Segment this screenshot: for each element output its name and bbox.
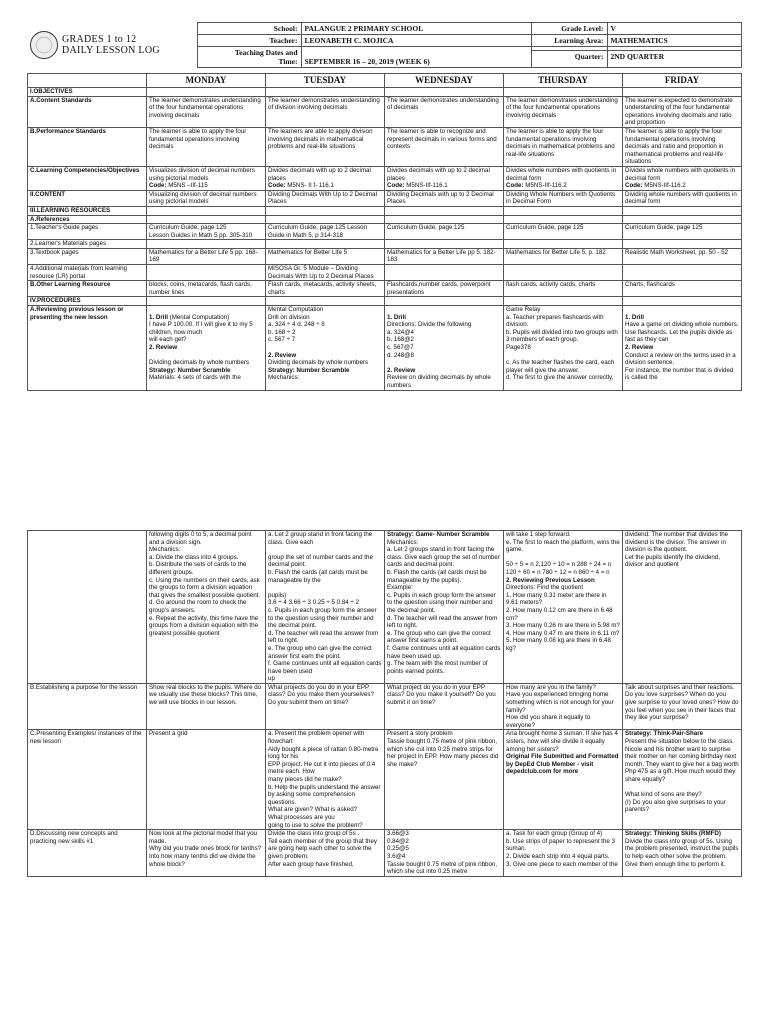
cell-friday xyxy=(623,215,742,224)
row-label: B.Establishing a purpose for the lesson xyxy=(28,683,147,730)
lesson-table-page-1 xyxy=(27,73,742,391)
cell-monday xyxy=(147,265,266,281)
row-label: 1.Teacher's Guide pages xyxy=(28,224,147,240)
cell-wednesday: Strategy: Game- Number Scramble Mechanics: a. Let 2 groups stand in front facing the class. Give each group the set of number cards and decimal point. b. Flash the cards (all cards must be manageable by the pupils). Example: c. Pupils in each group form the answer to the question using their number and the decimal point. d. The teacher will read the answer from left to right. e. The group who can give the correct answer first earns a point. f. Game continues until all equation cards have been used up. g. The team with the most number of points earned points. xyxy=(385,531,504,684)
row-label: B.Other Learning Resource xyxy=(28,281,147,297)
dll-page-2 xyxy=(27,530,742,1024)
row-label: A.References xyxy=(28,215,147,224)
grade-value: V xyxy=(607,23,742,35)
corner-cell xyxy=(28,74,147,88)
cell-friday: Talk about surprises and their reactions. Do you love surprises? When do you give surprise to your loved ones? How do you feel when you see in their faces that they like your surprise? xyxy=(623,683,742,730)
table-row xyxy=(28,96,742,127)
row-label: I.OBJECTIVES xyxy=(28,88,147,97)
cell-friday: dividend. The number that divides the dividend is the divisor. The answer in division is the quotient. Let the pupils identify the dividend, divisor and quotient xyxy=(623,531,742,684)
cell-thursday: Mathematics for Better Life 5, p. 182 xyxy=(504,248,623,264)
cell-tuesday: Mental Computation Drill on division a. 324 ÷ 4 d. 248 ÷ 8 b. 168 ÷ 2 c. 567 ÷ 7 2. Review Dividing decimals by whole numbers Strategy: Number Scramble Mechanics: xyxy=(266,306,385,391)
cell-friday: Divides whole numbers with quotients in decimal form Code: M5NS-IIf-116.2 xyxy=(623,166,742,190)
deped-seal-icon xyxy=(30,31,58,59)
day-header-thursday: THURSDAY xyxy=(504,74,623,88)
row-label: A.Reviewing previous lesson or presenting the new lesson xyxy=(28,306,147,391)
cell-tuesday xyxy=(266,206,385,215)
dates-value: SEPTEMBER 16 – 20, 2019 (WEEK 6) xyxy=(301,47,531,68)
cell-tuesday: Dividing Decimals With Up to 2 Decimal Places xyxy=(266,190,385,206)
cell-monday: Curriculum Guide, page 125 Lesson Guides in Math 5 pp. 305-310 xyxy=(147,224,266,240)
table-row xyxy=(28,265,742,281)
table-row xyxy=(28,306,742,391)
cell-wednesday: 1. Drill Directions: Divide the following a. 324@4 b. 168@2 c. 567@7 d. 248@8 2. Review Review on dividing decimals by whole numbers xyxy=(385,306,504,391)
cell-monday: blocks, coins, metacards, flash cards, number lines xyxy=(147,281,266,297)
row-label: 3.Textbook pages xyxy=(28,248,147,264)
school-label: School: xyxy=(197,23,301,35)
cell-monday: 1. Drill (Mental Computation) I have P 100.00. If I will give it to my 5 children, how much will each get? 2. Review Dividing decimals by whole numbers Strategy: Number Scramble Materials: 4 sets of cards with the xyxy=(147,306,266,391)
day-header-wednesday: WEDNESDAY xyxy=(385,74,504,88)
row-label: D.Discussing new concepts and practicing new skills #1 xyxy=(28,830,147,877)
cell-friday: Realistic Math Worksheet, pp. 50 - 52 xyxy=(623,248,742,264)
cell-wednesday xyxy=(385,240,504,249)
cell-wednesday: Present a story problem Tassie bought 0.75 metre of pink ribbon, which she cut into 0.25 metre strips for her project in EPP. How many pieces did she make? xyxy=(385,730,504,830)
cell-thursday: Divides whole numbers with quotients in decimal form Code: M5NS-IIf-116.2 xyxy=(504,166,623,190)
table-row xyxy=(28,127,742,166)
cell-friday: Dividing whole numbers with quotients in decimal form xyxy=(623,190,742,206)
row-label: II.CONTENT xyxy=(28,190,147,206)
quarter-value: 2ND QUARTER xyxy=(607,51,742,68)
header-brand xyxy=(27,23,197,68)
cell-wednesday: The learner demonstrates understanding of decimals xyxy=(385,96,504,127)
cell-thursday xyxy=(504,88,623,97)
row-label: 4.Additional materials from learning resource (LR) portal xyxy=(28,265,147,281)
cell-friday: The learner is expected to demonstrate understanding of the four fundamental operations involving decimals and ratio and proportion xyxy=(623,96,742,127)
cell-thursday xyxy=(504,265,623,281)
lesson-table-page-2 xyxy=(27,530,742,877)
cell-wednesday: The learner is able to recognize and represent decimals in various forms and contexts xyxy=(385,127,504,166)
cell-thursday: Curriculum Guide, page 125 xyxy=(504,224,623,240)
cell-tuesday: What projects do you do in your EPP class? Do you make them yourselves? Do you submit them on time? xyxy=(266,683,385,730)
cell-monday: Mathematics for a Better Life 5 pp. 168-169 xyxy=(147,248,266,264)
cell-thursday xyxy=(504,297,623,306)
cell-wednesday xyxy=(385,297,504,306)
cell-friday xyxy=(623,297,742,306)
cell-monday xyxy=(147,206,266,215)
cell-wednesday xyxy=(385,88,504,97)
cell-wednesday: 3.66@3 0.84@2 0.25@5 3.6@4 Tassie bought 0.75 metre of pink ribbon, which she cut into 0.25 metre xyxy=(385,830,504,877)
table-row xyxy=(28,531,742,684)
cell-thursday: will take 1 step forward. e. The first to reach the platform, wins the game. 50 ÷ 5 = n 2,120 ÷ 10 = n 288 ÷ 24 = n 120 ÷ 60 = n 780 ÷ 12 = n 860 ÷ 4 = n 2. Reviewing Previous Lesson Directions: Find the quotient 1. How many 0.31 meter are there in 9.61 meters? 2. How many 0.12 cm are there in 6.48 cm? 3. How many 0.26 m are there in 5.98 m? 4. How many 0.47 m are there in 6.11 m? 5. How many 0.08 kg are there in 6.48 kg? xyxy=(504,531,623,684)
grade-label: Grade Level: xyxy=(531,23,607,35)
header-table xyxy=(27,22,742,68)
cell-friday: Curriculum Guide, page 125 xyxy=(623,224,742,240)
cell-tuesday: a. Let 2 group stand in front facing the class. Give each group the set of number cards and the decimal point. b. Flash the cards (all cards must be manageable by the pupils) 3.6 ÷ 4 3.66 ÷ 3 0.25 ÷ 5 0.84 ÷ 2 c. Pupils in each group form the answer to the question using their number and the decimal point. d. The teacher will read the answer from left to right. e. The group who can give the correct answer first earn the point. f. Game continues until all equation cards have been used up xyxy=(266,531,385,684)
cell-tuesday: Divide the class into group of 5s . Tell each member of the group that they are going help each other to solve the given problem. After each group have finished, xyxy=(266,830,385,877)
cell-tuesday: Mathematics for Better Life 5 xyxy=(266,248,385,264)
area-value: MATHEMATICS xyxy=(607,35,742,47)
cell-friday: Strategy: Thinking Skills (RMFD) Divide the class into group of 5s. Using the problem presented, instruct the pupils to help each other solve the problem. Give them enough time to perform it. xyxy=(623,830,742,877)
dll-page-1 xyxy=(27,22,742,482)
cell-wednesday: Dividing Decimals with up to 2 Decimal Places xyxy=(385,190,504,206)
cell-monday: Now look at the pictorial model that you made. Why did you trade ones block for tenths? Into how many tenths did we divide the whole block? xyxy=(147,830,266,877)
cell-monday xyxy=(147,297,266,306)
cell-friday: 1. Drill Have a game on dividing whole numbers. Use flashcards. Let the pupils divide as fast as they can 2. Review Conduct a review on the terms used in a division sentence. For instance, the number that is divided is called the xyxy=(623,306,742,391)
cell-friday: Strategy: Think-Pair-Share Present the situation below to the class. Nicole and his brother want to surprise their mother on her coming birthday next month. They want to give her a bag worth Php 475 as a gift. How much would they share equally? What kind of sons are they? (I) Do you also give surprises to your parents? xyxy=(623,730,742,830)
cell-thursday xyxy=(504,206,623,215)
row-label: C.Presenting Examples/ instances of the new lesson xyxy=(28,730,147,830)
cell-tuesday: The learners are able to apply division involving decimals in mathematical problems and real-life situations xyxy=(266,127,385,166)
cell-wednesday: Flashcards,number cards, powerpoint presentations xyxy=(385,281,504,297)
cell-friday xyxy=(623,206,742,215)
cell-monday: Visualizes division of decimal numbers using pictorial models Code: M5NS –IIf-115 xyxy=(147,166,266,190)
table-row xyxy=(28,166,742,190)
teacher-value: LEONABETH C. MOJICA xyxy=(301,35,531,47)
table-row xyxy=(28,683,742,730)
quarter-label: Quarter: xyxy=(531,51,607,68)
row-label: III.LEARNING RESOURCES xyxy=(28,206,147,215)
cell-tuesday xyxy=(266,88,385,97)
cell-tuesday xyxy=(266,215,385,224)
table-row xyxy=(28,224,742,240)
day-header-tuesday: TUESDAY xyxy=(266,74,385,88)
cell-thursday: How many are you in the family? Have you experienced bringing home something which is not enough for your family? How did you share it equally to everyone? xyxy=(504,683,623,730)
doc-title: GRADES 1 to 12 DAILY LESSON LOG xyxy=(62,34,160,56)
cell-friday xyxy=(623,240,742,249)
cell-tuesday: a. Present the problem opener with flowchart Aldy bought a piece of rattan 0.80-metre long for his EPP project. He cut it into pieces of 0.4 metre each. How many pieces did he make? b. Help the pupils understand the answer by asking some comprehension questions. What are given? What is asked? What processes are you going to use to solve the problem? xyxy=(266,730,385,830)
teacher-label: Teacher: xyxy=(197,35,301,47)
table-row xyxy=(28,215,742,224)
cell-tuesday: Curriculum Guide, page 125 Lesson Guide in Math 5, p 314-318 xyxy=(266,224,385,240)
cell-monday: The learner is able to apply the four fundamental operations involving decimals xyxy=(147,127,266,166)
cell-thursday: The learner is able to apply the four fundamental operations involving decimals in mathematical problems and real-life situations xyxy=(504,127,623,166)
cell-monday: Show real blocks to the pupils. Where do we usually use these blocks? This time, we will use blocks in our lesson. xyxy=(147,683,266,730)
section-row xyxy=(28,206,742,215)
cell-wednesday xyxy=(385,215,504,224)
cell-wednesday: Mathematics for a Better Life pp 5. 182-183 xyxy=(385,248,504,264)
table-row xyxy=(28,248,742,264)
cell-thursday: flash cards, activity cards, charts xyxy=(504,281,623,297)
cell-thursday: Game Relay a. Teacher prepares flashcards with division. b. Pupils will divided into two groups with 3 members of each group. Page378 c. As the teacher flashes the card, each player will give the answer. d. The first to give the answer correctly, xyxy=(504,306,623,391)
cell-friday: Charts, flashcards xyxy=(623,281,742,297)
cell-friday: The learner is able to apply the four fundamental operations involving decimals and ratio and proportion in mathematical problems and real-life situations xyxy=(623,127,742,166)
cell-monday: following digits 0 to 5, a decimal point and a division sign. Mechanics: a. Divide the class into 4 groups. b. Distribute the sets of cards to the different groups. c. Using the numbers on their cards, ask the groups to form a division equation that gives the smallest possible quotient. d. Go around the room to check the group's answers. e. Repeat the activity, this time have the groups from a division equation with the greatest possible quotient xyxy=(147,531,266,684)
table-row xyxy=(28,281,742,297)
cell-wednesday xyxy=(385,265,504,281)
cell-monday xyxy=(147,215,266,224)
cell-tuesday: MISOSA Gr. 5 Module – Dividing Decimals With Up to 2 Decimal Places xyxy=(266,265,385,281)
section-row xyxy=(28,88,742,97)
dates-label: Teaching Dates and Time: xyxy=(197,47,301,68)
table-row xyxy=(28,830,742,877)
row-label: B.Performance Standards xyxy=(28,127,147,166)
day-header-monday: MONDAY xyxy=(147,74,266,88)
section-row xyxy=(28,297,742,306)
cell-thursday xyxy=(504,240,623,249)
cell-tuesday: The learner demonstrates understanding of division involving decimals xyxy=(266,96,385,127)
cell-tuesday xyxy=(266,297,385,306)
area-label: Learning Area: xyxy=(531,35,607,47)
cell-wednesday: What project do you do in your EPP class? Do you make it yourself? Do you submit it on time? xyxy=(385,683,504,730)
cell-wednesday: Divides decimals with up to 2 decimal places Code: M5NS-IIf-116.1 xyxy=(385,166,504,190)
cell-thursday: Ana brought home 3 suman. If she has 4 sisters, how will she divide it equally among her sisters? Original File Submitted and Formatted by DepEd Club Member - visit depedclub.com for more xyxy=(504,730,623,830)
cell-wednesday xyxy=(385,206,504,215)
cell-thursday: Dividing Whole Numbers with Quotients in Decimal Form xyxy=(504,190,623,206)
cell-wednesday: Curriculum Guide, page 125 xyxy=(385,224,504,240)
row-label: 2.Learner's Materials pages xyxy=(28,240,147,249)
row-label: A.Content Standards xyxy=(28,96,147,127)
cell-thursday: The learner demonstrates understanding of the four fundamental operations involving decimals xyxy=(504,96,623,127)
cell-monday: The learner demonstrates understanding of the four fundamental operations involving decimals xyxy=(147,96,266,127)
cell-monday xyxy=(147,88,266,97)
cell-friday xyxy=(623,88,742,97)
row-label xyxy=(28,531,147,684)
cell-tuesday: Divides decimals with up to 2 decimal places Code: M5NS- II f- 116.1 xyxy=(266,166,385,190)
cell-thursday xyxy=(504,215,623,224)
cell-friday xyxy=(623,265,742,281)
cell-monday: Present a grid xyxy=(147,730,266,830)
row-label: IV.PROCEDURES xyxy=(28,297,147,306)
cell-tuesday: Flash cards, metacards, activity sheets, charts xyxy=(266,281,385,297)
table-row xyxy=(28,730,742,830)
cell-thursday: a. Task for each group (Group of 4) b. Use strips of paper to represent the 3 suman. 2. Divide each strip into 4 equal parts. 3. Give one piece to each member of the xyxy=(504,830,623,877)
cell-monday xyxy=(147,240,266,249)
cell-monday: Visualizing division of decimal numbers using pictorial models xyxy=(147,190,266,206)
row-label: C.Learning Competencies/Objectives xyxy=(28,166,147,190)
day-header-friday: FRIDAY xyxy=(623,74,742,88)
table-row xyxy=(28,190,742,206)
cell-tuesday xyxy=(266,240,385,249)
table-row xyxy=(28,240,742,249)
school-value: PALANGUE 2 PRIMARY SCHOOL xyxy=(301,23,531,35)
